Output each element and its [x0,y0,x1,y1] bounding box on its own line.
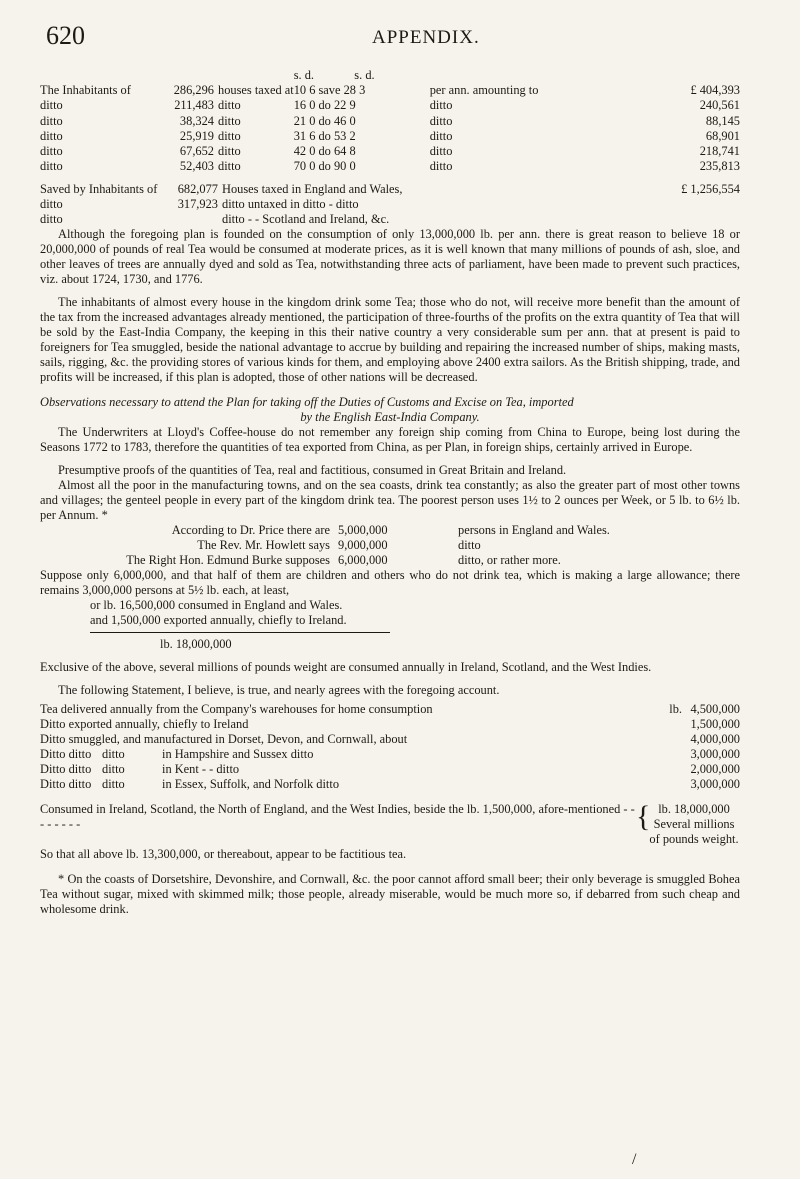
statement-intro: The following Statement, I believe, is true, and nearly agrees with the foregoing account. [58,683,500,698]
list-item: According to Dr. Price there are 5,000,000 persons in England and Wales. [171,523,610,538]
page-number: 620 [46,21,85,50]
saved-summary [40,182,740,227]
consumed-summary [40,802,740,847]
paragraph-underwriters: The Underwriters at Lloyd's Coffee-house do not remember any foreign ship coming from China to Europe, being lost during the Seasons 1772 to 1783, therefore the quantities of tea exported from China, as per Plan, in foreign ships, certainly arrived in Europe. [40,425,740,455]
margin-mark: / [632,1151,637,1168]
saved-total: £ 1,256,554 [681,182,740,197]
currency-header: s. d. s. d. [293,68,375,82]
paragraph-suppose: Suppose only 6,000,000, and that half of them are children and others who do not drink tea, which is making a large allowance; there remains 3,000,000 persons at 5½ lb. each, at least, [40,568,740,598]
table-row: Ditto exported annually, chiefly to Ireland 1,500,000 [40,717,740,732]
paragraph-consumption: Although the foregoing plan is founded on the consumption of only 13,000,000 lb. per ann. there is great reason to believe 18 or 20,000,000 of pounds of real Tea would be consumed at moderate prices, as it is well known that many millions of pounds of ash, sloe, and other leaves of trees are annually dyed and sold as Tea, notwithstanding three acts of parliament, have been made to prevent such practices, viz. about 1724, 1730, and 1776. [40,227,740,287]
paragraph-benefits: The inhabitants of almost every house in the kingdom drink some Tea; those who do not, will receive more benefit than the amount of the tax from the increased advantages already mentioned, the participation of three-fourths of the profits on the extra quantity of Tea that will be sold by the East-India Company, the keeping in this their native country a very considerable sum per ann. that at present is paid to foreigners for Tea smuggled, beside the national advantage to accrue by building and repairing the increased number of ships, making masts, sails, rigging, &c. the providing stores of various kinds for them, and employing above 2400 extra sailors. As the British shipping, trade, and profits will be increased, if this plan is adopted, those of other nations will be decreased. [40,295,740,385]
table-row: ditto 38,324 ditto 21 0 do 46 0 ditto 88,145 [40,113,740,128]
brace-glyph: { [636,800,651,834]
table-row: ditto 67,652 ditto 42 0 do 64 8 ditto 218,741 [40,143,740,158]
table-row: Tea delivered annually from the Company's warehouses for home consumption lb. 4,500,000 [40,702,740,717]
paragraph-poor: Almost all the poor in the manufacturing towns, and on the sea coasts, drink tea constantly; as also the greater part of most other towns and villages; the genteel people in every part of the kingdom drink tea. The poorest person uses 1½ to 2 ounces per Week, or 5 lb. to 6½ lb. per Annum. * [40,478,740,523]
footnote: * On the coasts of Dorsetshire, Devonshire, and Cornwall, &c. the poor cannot afford small beer; their only beverage is smuggled Bohea Tea without sugar, mixed with skimmed milk; those people, already miserable, would be much more so, if debarred from such cheap and wholesome drink. [40,872,740,917]
consumed-line: or lb. 16,500,000 consumed in England and Wales. [90,598,343,613]
running-head: APPENDIX. [372,27,480,48]
paragraph-exclusive: Exclusive of the above, several millions of pounds weight are consumed annually in Ireland, Scotland, and the West Indies. [40,660,652,675]
table-row: Ditto smuggled, and manufactured in Dorset, Devon, and Cornwall, about 4,000,000 [40,732,740,747]
table-row: Ditto ditto ditto in Hampshire and Sussex ditto 3,000,000 [40,747,740,762]
sum-rule [90,632,390,633]
list-item: ditto ditto - - Scotland and Ireland, &c. [40,212,390,227]
table-row: ditto 211,483 ditto 16 0 do 22 9 ditto 240,561 [40,98,740,113]
list-item: Saved by Inhabitants of 682,077 Houses taxed in England and Wales, [40,182,403,197]
population-estimates [40,523,740,568]
list-item: ditto 317,923 ditto untaxed in ditto - ditto [40,197,359,212]
table-row: ditto 25,919 ditto 31 6 do 53 2 ditto 68,901 [40,128,740,143]
statement-table [40,702,740,792]
exported-line: and 1,500,000 exported annually, chiefly to Ireland. [90,613,347,628]
observations-title: Observations necessary to attend the Plan for taking off the Duties of Customs and Excise on Tea, imported by the English East-India Company. [40,395,574,425]
list-item: The Right Hon. Edmund Burke supposes 6,000,000 ditto, or rather more. [126,553,561,568]
table-row: Ditto ditto ditto in Kent - - ditto 2,000,000 [40,762,740,777]
table-row: ditto 52,403 ditto 70 0 do 90 0 ditto 235,813 [40,159,740,174]
table-row: The Inhabitants of 286,296 houses taxed at 10 6 save 28 3 per ann. amounting to £ 404,393 [40,83,740,98]
consumed-amount: lb. 18,000,000 Several millions of pounds weight. [649,802,739,847]
paragraph-proofs: Presumptive proofs of the quantities of Tea, real and factitious, consumed in Great Britain and Ireland. [58,463,567,478]
table-row: Ditto ditto ditto in Essex, Suffolk, and Norfolk ditto 3,000,000 [40,777,740,792]
list-item: The Rev. Mr. Howlett says 9,000,000 ditto [197,538,481,553]
estimate-total: lb. 18,000,000 [160,637,232,652]
consumed-text: Consumed in Ireland, Scotland, the North of England, and the West Indies, beside the lb. 1,500,000, afore-mentioned - - - - - - - - [40,802,635,832]
page-content [40,68,740,917]
paragraph-conclusion: So that all above lb. 13,300,000, or thereabout, appear to be factitious tea. [40,847,407,862]
house-tax-table [40,68,740,174]
